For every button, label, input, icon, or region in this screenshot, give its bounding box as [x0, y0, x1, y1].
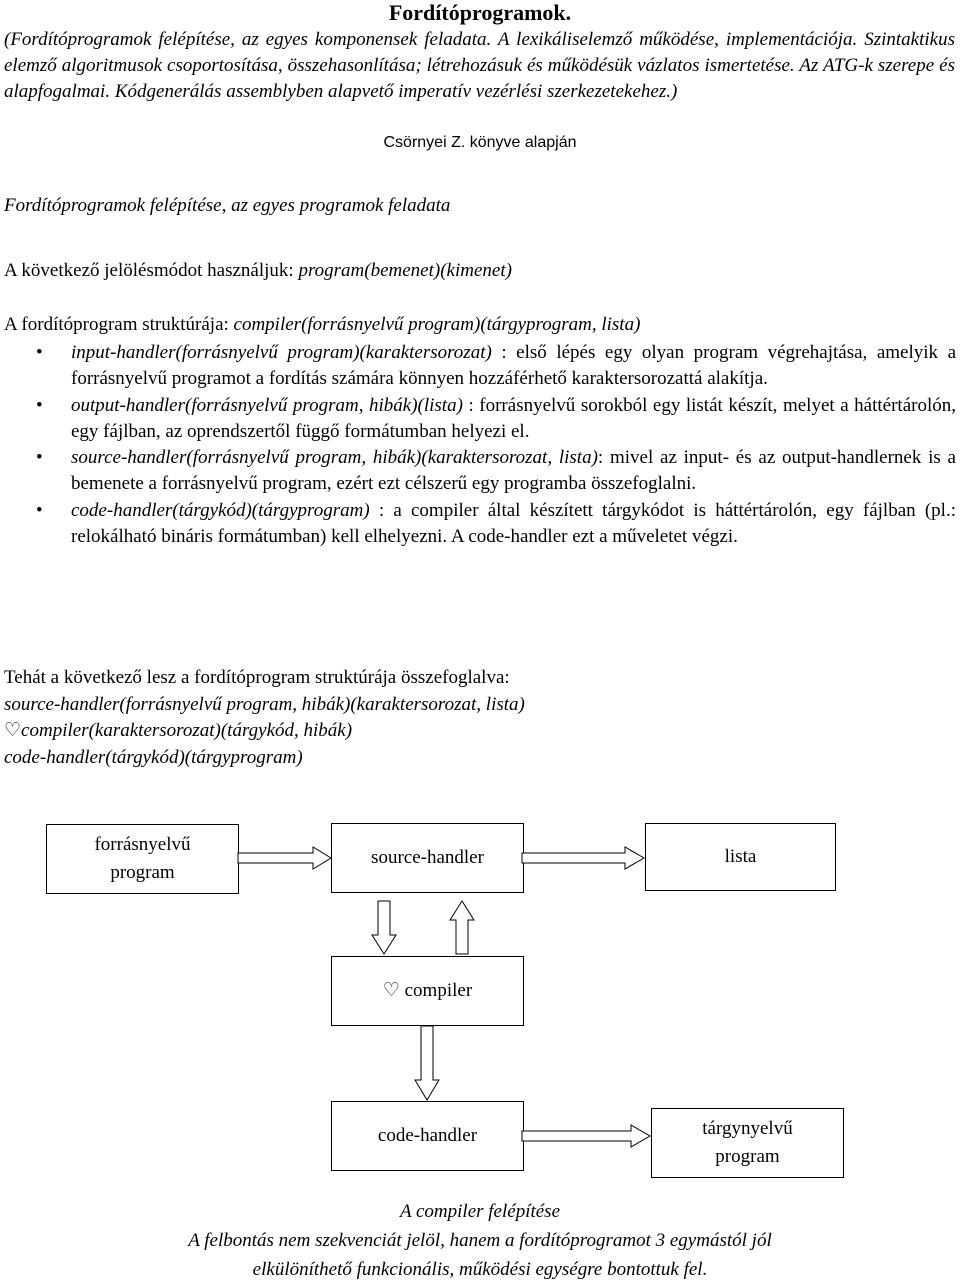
- box-label: lista: [724, 846, 757, 867]
- list-item-term: code-handler(tárgykód)(tárgyprogram): [71, 499, 370, 521]
- list-item-code-handler: [0, 498, 956, 551]
- list-item-term: output-handler(forrásnyelvű program, hibák)(lista): [71, 394, 463, 416]
- summary-intro: Tehát a következő lesz a fordítóprogram struktúrája összefoglalva:: [4, 667, 510, 688]
- box-label-line: forrásnyelvű: [94, 834, 191, 855]
- structure-paragraph: [4, 312, 955, 338]
- diagram-box-code-handler: [331, 1101, 524, 1171]
- diagram-box-compiler: [331, 956, 524, 1026]
- down-arrow-icon: [371, 900, 397, 956]
- author-line: Csörnyei Z. könyve alapján: [383, 134, 577, 151]
- box-label-line: program: [110, 862, 175, 883]
- summary-line-source-handler: source-handler(forrásnyelvű program, hibák)(karaktersorozat, lista): [4, 693, 525, 715]
- list-item-text: : első lépés egy olyan program végrehajtása, amelyik a forrásnyelvű programot a fordítás számára könnyen hozzáférhető karaktersorozattá alakítja.: [71, 342, 956, 390]
- diagram-box-source-handler: [331, 823, 524, 893]
- document-subtitle: (Fordítóprogramok felépítése, az egyes komponensek feladata. A lexikáliselemző működése, implementációja. Szintaktikus elemző algoritmusok csoportosítása, összehasonlítása; létrehozásuk és működésük vázlatos ismertetése. Az ATG-k szerepe és alapfogalmai. Kódgenerálás assemblyben alapvető imperatív vezérlési szerkezetekehez.): [4, 29, 955, 103]
- diagram-caption: A compiler felépítése: [399, 1201, 561, 1222]
- diagram-note-line: elkülöníthető funkcionális, működési egységre bontottuk fel.: [252, 1259, 708, 1280]
- bullet-icon: •: [36, 447, 43, 469]
- down-arrow-icon: [414, 1025, 440, 1102]
- list-item-text: : forrásnyelvű sorokból egy listát készít, melyet a háttértárolón, egy fájlban, az oprendszertől függő formátumban helyezi el.: [71, 394, 956, 442]
- box-label: ♡ compiler: [382, 980, 473, 1001]
- diagram-note-line: A felbontás nem szekvenciát jelöl, hanem a fordítóprogramot 3 egymástól jól: [188, 1230, 772, 1251]
- box-label-line: program: [715, 1146, 780, 1167]
- box-label: source-handler: [371, 847, 484, 868]
- bullet-icon: •: [36, 499, 43, 521]
- bullet-icon: •: [36, 394, 43, 416]
- notation-paragraph: [4, 258, 955, 284]
- list-item-term: input-handler(forrásnyelvű program)(karaktersorozat): [71, 342, 492, 363]
- structure-italic: compiler(forrásnyelvű program)(tárgyprogram, lista): [233, 314, 641, 335]
- summary-line-compiler: ♡compiler(karaktersorozat)(tárgykód, hibák): [4, 720, 353, 741]
- diagram-box-list: [645, 823, 836, 891]
- section-heading: Fordítóprogramok felépítése, az egyes programok feladata: [4, 195, 451, 216]
- list-item-text: : a compiler által készített tárgykódot is háttértárolón, egy fájlban (pl.: relokálható bináris formátumban) kell elhelyezni. A code-handler ezt a műveletet végzi.: [71, 499, 956, 548]
- right-arrow-icon: [237, 846, 333, 870]
- list-item-text: : mivel az input- és az output-handlernek is a bemenete a forrásnyelvű program, ezért ezt célszerű egy programba összefoglalni.: [71, 447, 956, 495]
- list-item-source-handler: [0, 445, 956, 498]
- bullet-icon: •: [36, 342, 43, 363]
- summary-line-code-handler: code-handler(tárgykód)(tárgyprogram): [4, 746, 303, 768]
- diagram-box-target-program: [651, 1108, 844, 1178]
- box-label: code-handler: [377, 1125, 478, 1146]
- document-title: Fordítóprogramok.: [388, 0, 572, 25]
- right-arrow-icon: [521, 1124, 652, 1148]
- up-arrow-icon: [449, 900, 475, 956]
- structure-text: A fordítóprogram struktúrája:: [4, 314, 234, 335]
- list-item-output-handler: [0, 393, 956, 446]
- component-list: [0, 340, 960, 550]
- list-item-term: source-handler(forrásnyelvű program, hibák)(karaktersorozat, lista): [71, 447, 598, 469]
- right-arrow-icon: [521, 846, 646, 870]
- diagram-box-source-program: [46, 824, 239, 894]
- list-item-input-handler: [0, 340, 956, 393]
- box-label-line: tárgynyelvű: [702, 1118, 793, 1139]
- notation-text: A következő jelölésmódot használjuk:: [4, 260, 299, 281]
- summary-block: [4, 665, 955, 771]
- notation-italic: program(bemenet)(kimenet): [298, 260, 512, 281]
